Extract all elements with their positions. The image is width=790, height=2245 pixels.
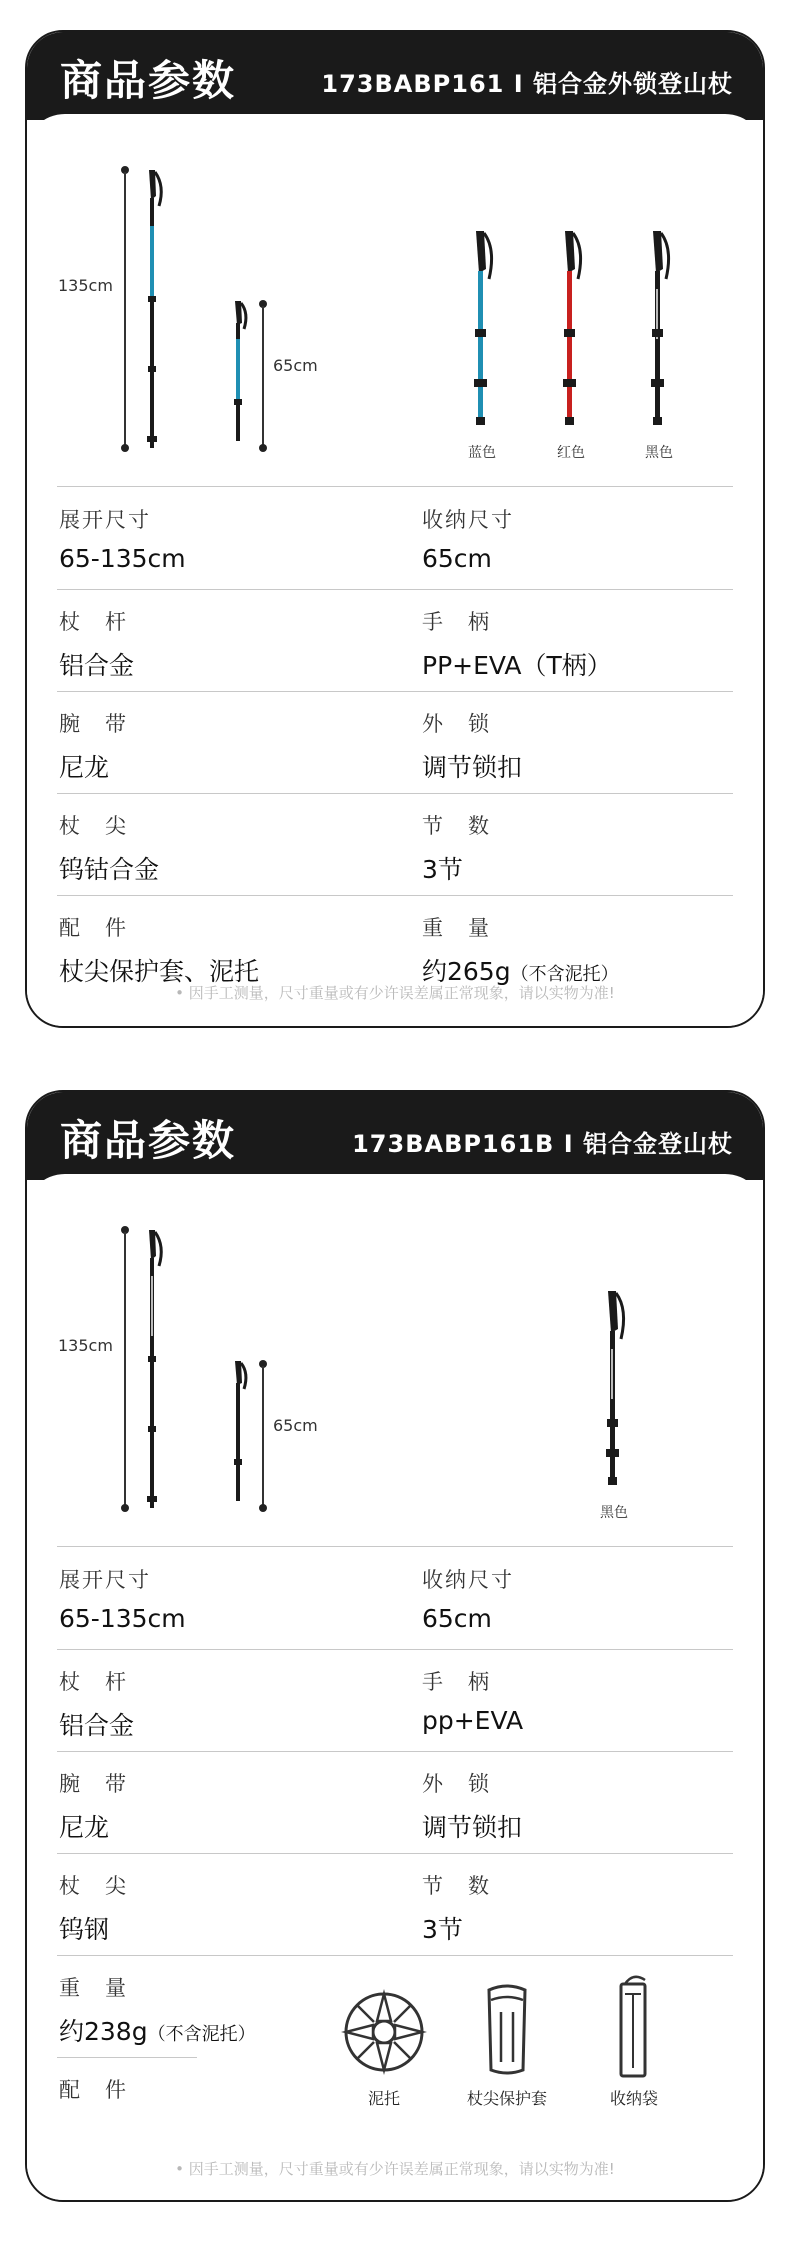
footnote: • 因手工测量，尺寸重量或有少许误差属正常现象，请以实物为准! (175, 2160, 615, 2178)
weight-note: （不含泥托） (510, 964, 619, 985)
divider (57, 1751, 733, 1752)
spec-value: 钨钢 (59, 1915, 110, 1944)
divider (57, 486, 733, 487)
divider (57, 895, 733, 896)
divider (57, 691, 733, 692)
spec-value: 65cm (422, 1604, 492, 1633)
red-pole-icon (551, 229, 591, 429)
spec-value: 3节 (422, 855, 463, 884)
dim-dot (259, 444, 267, 452)
weight-value-row (59, 2012, 256, 2048)
accessory-caption: 收纳袋 (609, 2089, 658, 2108)
spec-card-1 (25, 30, 765, 1028)
dim-dot (121, 444, 129, 452)
spec-label: 腕 带 (59, 712, 128, 736)
spec-value: 65-135cm (59, 544, 186, 573)
dim-line-long (124, 1232, 126, 1506)
header-title: 商品参数 (60, 56, 237, 105)
spec-label: 展开尺寸 (59, 1568, 151, 1592)
weight-value: 约265g (422, 957, 511, 986)
dim-long-label: 135cm (58, 1336, 113, 1355)
header-model: 173BABP161B Ⅰ 铝合金登山杖 (352, 1130, 733, 1158)
color-label-black: 黑色 (600, 1505, 628, 1521)
dim-line-short (262, 306, 264, 446)
spec-label: 杖 杆 (59, 1670, 128, 1694)
spec-label: 展开尺寸 (59, 508, 151, 532)
spec-value: 调节锁扣 (422, 753, 523, 782)
storage-bag-icon (609, 1972, 659, 2080)
weight-note: （不含泥托） (147, 2024, 256, 2045)
accessory-label: 配 件 (59, 2078, 128, 2102)
dim-dot (259, 1504, 267, 1512)
color-label-blue: 蓝色 (468, 445, 496, 461)
spec-label: 手 柄 (422, 1670, 491, 1694)
card-body (25, 114, 765, 1026)
weight-label: 重 量 (59, 1976, 128, 2000)
dim-short-label: 65cm (273, 356, 318, 375)
spec-value: 65-135cm (59, 1604, 186, 1633)
accessory-caption: 泥托 (367, 2089, 400, 2108)
trekking-pole-short-icon (223, 1359, 253, 1509)
spec-label: 腕 带 (59, 1772, 128, 1796)
basket-icon (341, 1989, 427, 2075)
spec-label: 杖 杆 (59, 610, 128, 634)
card-body (25, 1174, 765, 2200)
spec-label: 外 锁 (422, 1772, 491, 1796)
spec-value: 65cm (422, 544, 492, 573)
dim-line-short (262, 1366, 264, 1506)
spec-label: 杖 尖 (59, 814, 128, 838)
color-label-black: 黑色 (645, 445, 673, 461)
dim-line-long (124, 172, 126, 446)
accessory-caption: 杖尖保护套 (466, 2089, 547, 2108)
spec-value: 铝合金 (59, 651, 135, 680)
color-label-red: 红色 (557, 445, 585, 461)
divider (57, 589, 733, 590)
footnote: • 因手工测量，尺寸重量或有少许误差属正常现象，请以实物为准! (175, 984, 615, 1002)
blue-pole-icon (462, 229, 502, 429)
divider (57, 1853, 733, 1854)
trekking-pole-long-icon (137, 166, 167, 456)
dim-short-label: 65cm (273, 1416, 318, 1435)
spec-label: 外 锁 (422, 712, 491, 736)
spec-value: 尼龙 (59, 1813, 110, 1842)
spec-label: 手 柄 (422, 610, 491, 634)
spec-value: 铝合金 (59, 1711, 135, 1740)
header-model: 173BABP161 Ⅰ 铝合金外锁登山杖 (321, 70, 733, 98)
header-title: 商品参数 (60, 1116, 237, 1165)
spec-value: PP+EVA（T柄） (422, 651, 612, 680)
divider (57, 1955, 733, 1956)
spec-card-2 (25, 1090, 765, 2202)
divider (57, 1649, 733, 1650)
black-pole-icon (594, 1289, 634, 1489)
spec-value: 钨钴合金 (59, 855, 160, 884)
divider (57, 793, 733, 794)
spec-label: 节 数 (422, 814, 491, 838)
spec-value: pp+EVA (422, 1706, 524, 1735)
dim-dot (121, 1504, 129, 1512)
trekking-pole-short-icon (223, 299, 253, 449)
spec-label: 配 件 (59, 916, 128, 940)
spec-label: 收纳尺寸 (422, 1568, 514, 1592)
spec-label: 杖 尖 (59, 1874, 128, 1898)
spec-value: 杖尖保护套、泥托 (59, 957, 260, 986)
divider (57, 2057, 197, 2058)
trekking-pole-long-icon (137, 1226, 167, 1516)
weight-value: 约238g (59, 2017, 148, 2046)
spec-value: 尼龙 (59, 753, 110, 782)
spec-value: 调节锁扣 (422, 1813, 523, 1842)
spec-value: 3节 (422, 1915, 463, 1944)
spec-label: 重 量 (422, 916, 491, 940)
black-pole-icon (639, 229, 679, 429)
card-header (27, 32, 765, 120)
spec-label: 收纳尺寸 (422, 508, 514, 532)
card-header (27, 1092, 765, 1180)
divider (57, 1546, 733, 1547)
tip-protector-icon (479, 1982, 535, 2078)
dim-long-label: 135cm (58, 276, 113, 295)
spec-label: 节 数 (422, 1874, 491, 1898)
